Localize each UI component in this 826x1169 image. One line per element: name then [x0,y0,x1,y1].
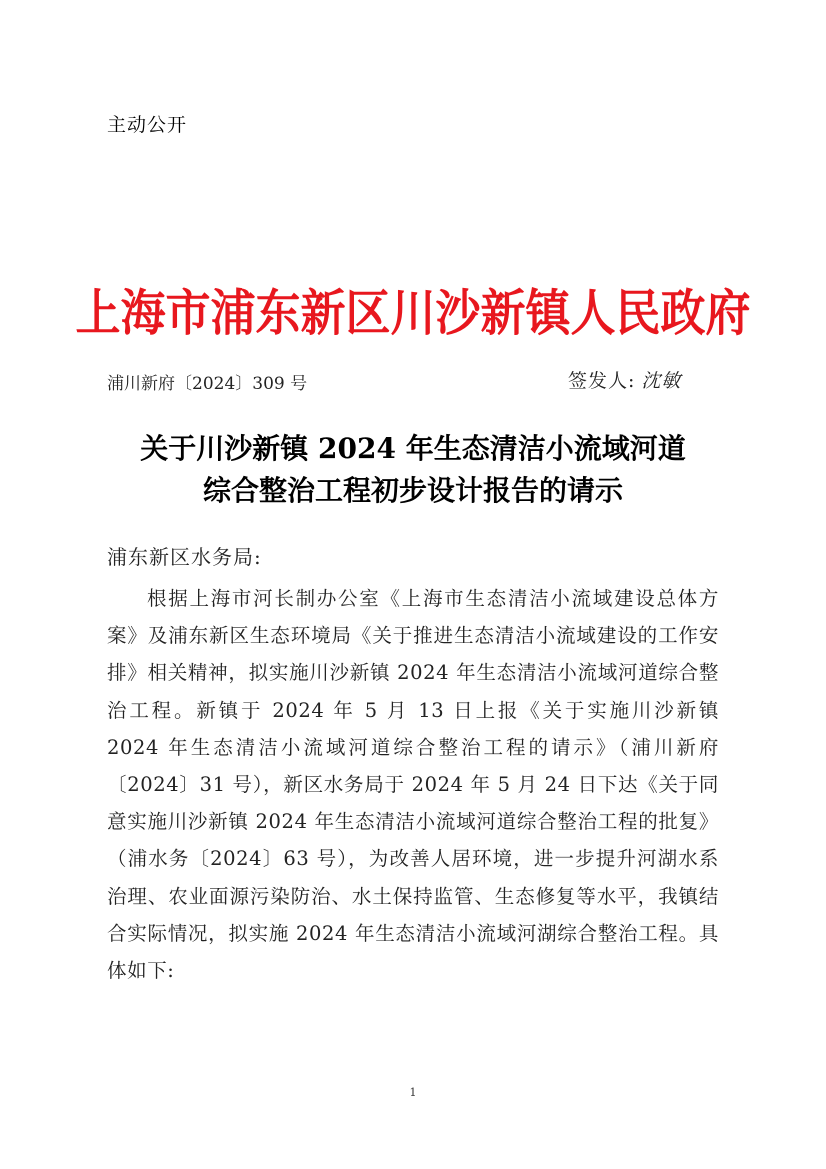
title-line-2: 综合整治工程初步设计报告的请示 [202,474,623,507]
signer-label: 签发人: [568,370,636,392]
title-line-1: 关于川沙新镇 2024 年生态清洁小流域河道 [140,432,686,465]
disclosure-label: 主动公开 [107,114,188,136]
issuer-title: 上海市浦东新区川沙新镇人民政府 [75,284,751,343]
page-number: 1 [409,1086,417,1099]
document-number: 浦川新府〔2024〕309 号 [107,374,308,394]
signer-block [568,366,681,393]
document-title [0,428,826,512]
signer-name: 沈敏 [641,370,682,392]
body-paragraph: 根据上海市河长制办公室《上海市生态清洁小流域建设总体方案》及浦东新区生态环境局《关于推进生态清洁小流域建设的工作安排》相关精神，拟实施川沙新镇 2024 年生态清洁小流域河道综合整治工程。新镇于 2024 年 5 月 13 日上报《关于实施川沙新镇 2024 年生态清洁小流域河道综合整治工程的请示》（浦川新府〔2024〕31 号），新区水务局于 2024 年 5 月 24 日下达《关于同意实施川沙新镇 2024 年生态清洁小流域河道综合整治工程的批复》（浦水务〔2024〕63 号），为改善人居环境，进一步提升河湖水系治理、农业面源污染防治、水土保持监管、生态修复等水平，我镇结合实际情况，拟实施 2024 年生态清洁小流域河湖综合整治工程。具体如下: [107,587,719,983]
addressee: 浦东新区水务局: [107,545,262,569]
